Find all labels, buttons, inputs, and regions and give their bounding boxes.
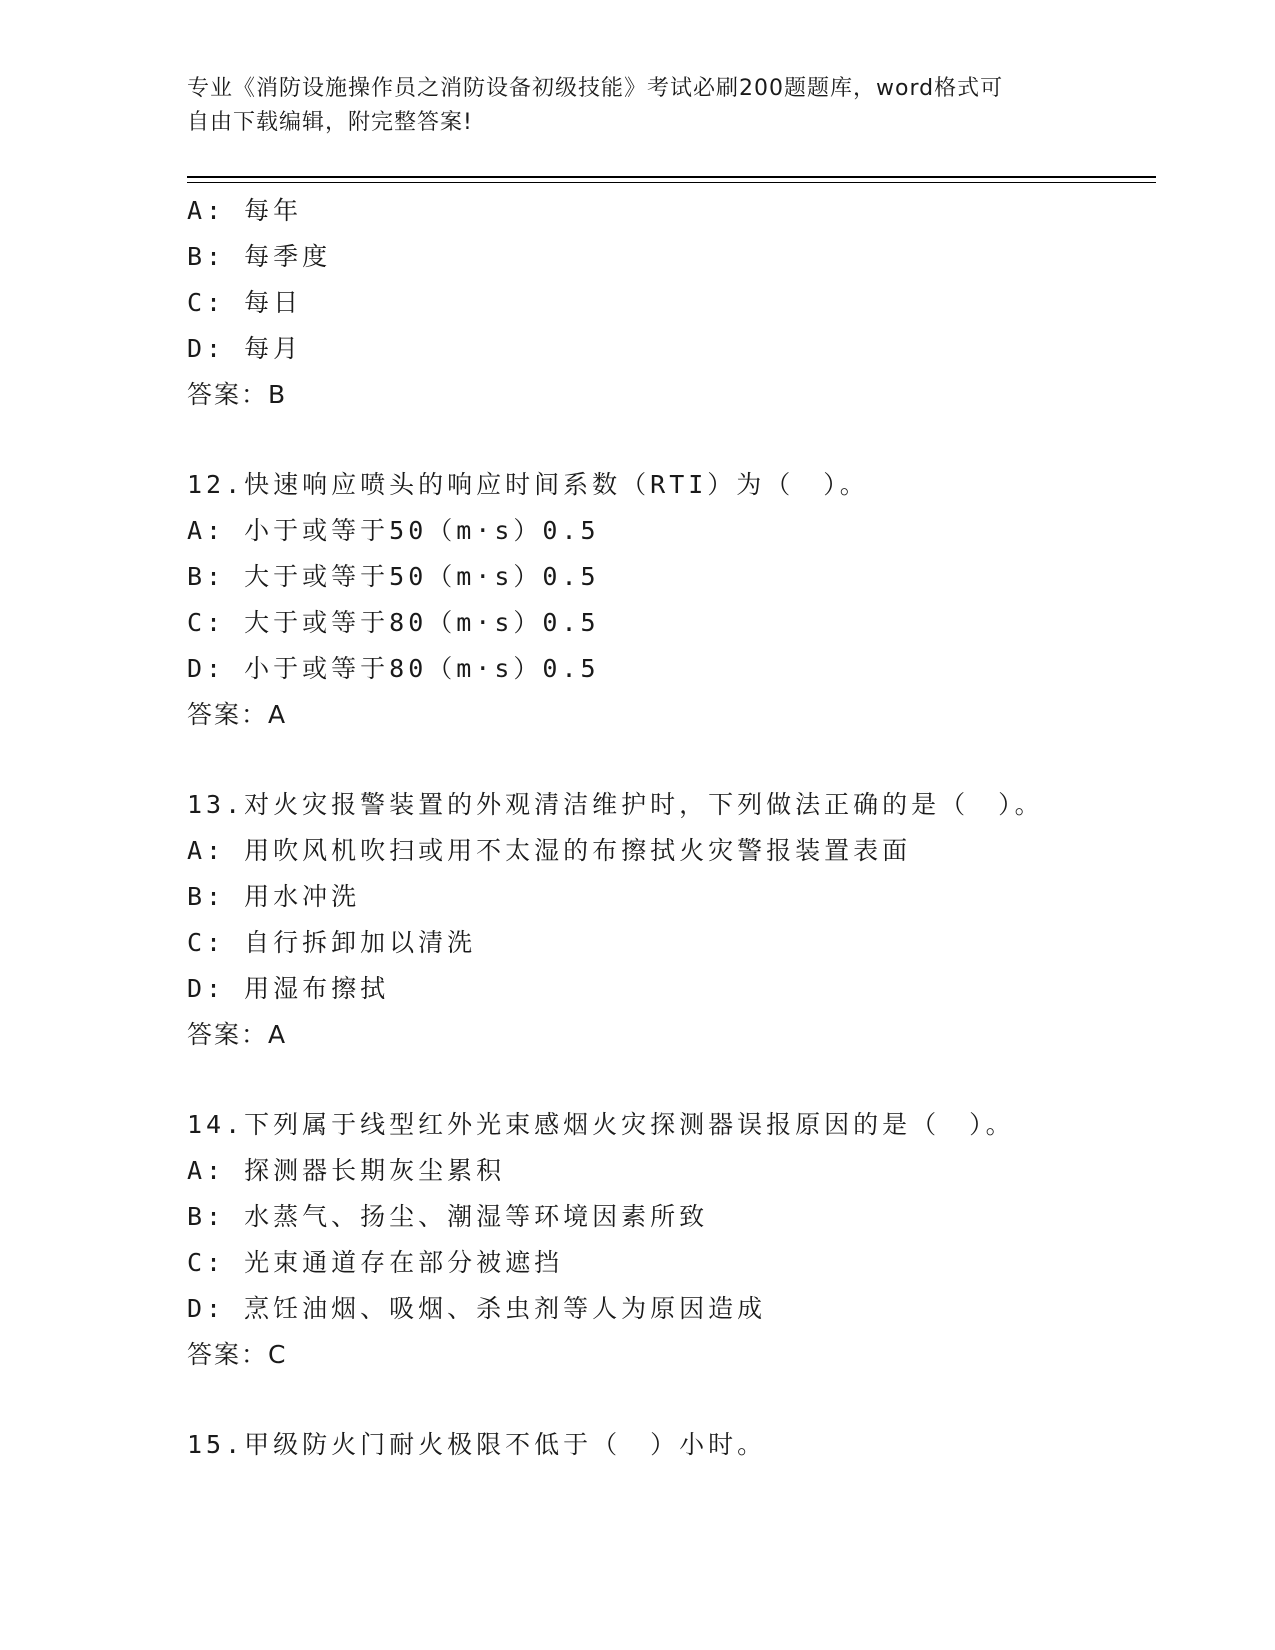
option-c: C: 大于或等于80（m·s）0.5 (187, 608, 600, 637)
question-15-block (187, 1422, 1147, 1468)
option-c: C: 光束通道存在部分被遮挡 (187, 1248, 564, 1277)
question-text: 15.甲级防火门耐火极限不低于（ ）小时。 (187, 1430, 767, 1459)
question-12-block (187, 462, 1147, 738)
option-a: A: 用吹风机吹扫或用不太湿的布擦拭火灾警报装置表面 (187, 836, 912, 865)
question-13-block (187, 782, 1147, 1058)
option-d: D: 每月 (187, 334, 303, 363)
header-line-1: 专业《消防设施操作员之消防设备初级技能》考试必刷200题题库，word格式可 (187, 76, 1004, 101)
option-b: B: 用水冲洗 (187, 882, 361, 911)
answer-label: 答案：C (187, 1340, 288, 1369)
option-d: D: 小于或等于80（m·s）0.5 (187, 654, 600, 683)
option-c: C: 每日 (187, 288, 303, 317)
header-divider-thin (187, 182, 1156, 183)
option-b: B: 大于或等于50（m·s）0.5 (187, 562, 600, 591)
option-d: D: 用湿布擦拭 (187, 974, 390, 1003)
option-c: C: 自行拆卸加以清洗 (187, 928, 477, 957)
spacer (187, 738, 1147, 782)
question-text: 12.快速响应喷头的响应时间系数（RTI）为（ ）。 (187, 470, 869, 499)
question-11-block (187, 188, 1147, 418)
question-14-block (187, 1102, 1147, 1378)
option-b: B: 每季度 (187, 242, 332, 271)
document-header (187, 72, 1087, 140)
spacer (187, 418, 1147, 462)
question-list (187, 188, 1147, 1468)
option-d: D: 烹饪油烟、吸烟、杀虫剂等人为原因造成 (187, 1294, 767, 1323)
option-a: A: 每年 (187, 196, 303, 225)
spacer (187, 1058, 1147, 1102)
question-text: 14.下列属于线型红外光束感烟火灾探测器误报原因的是（ ）。 (187, 1110, 1015, 1139)
option-a: A: 探测器长期灰尘累积 (187, 1156, 506, 1185)
option-b: B: 水蒸气、扬尘、潮湿等环境因素所致 (187, 1202, 709, 1231)
spacer (187, 1378, 1147, 1422)
answer-label: 答案：B (187, 380, 288, 409)
answer-label: 答案：A (187, 700, 288, 729)
header-line-2: 自由下载编辑，附完整答案! (187, 110, 473, 135)
option-a: A: 小于或等于50（m·s）0.5 (187, 516, 600, 545)
answer-label: 答案：A (187, 1020, 288, 1049)
question-text: 13.对火灾报警装置的外观清洁维护时，下列做法正确的是（ ）。 (187, 790, 1044, 819)
header-divider-thick (187, 176, 1156, 178)
